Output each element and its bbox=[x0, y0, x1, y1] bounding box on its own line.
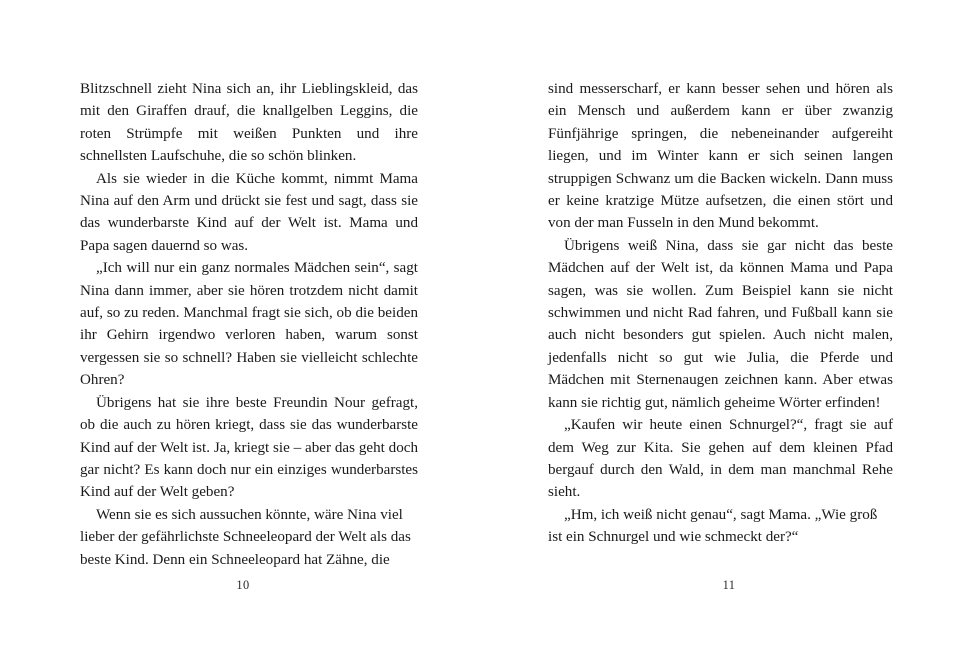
paragraph: Wenn sie es sich aussuchen könnte, wäre Nina viel lieber der gefährlichste Schneeleopard der Welt als das beste Kind. Denn ein Schneeleopard hat Zähne, die bbox=[80, 506, 411, 568]
paragraph: „Ich will nur ein ganz normales Mädchen sein“, sagt Nina dann immer, aber sie hören trotzdem nicht damit auf, so zu reden. Manchmal fragt sie sich, ob die beiden ihr Gehirn irgendwo verloren haben, warum sonst vergessen sie so schnell? Haben sie vielleicht schlechte Ohren? bbox=[80, 260, 418, 389]
page-right bbox=[486, 0, 972, 648]
page-number-left: 10 bbox=[236, 578, 250, 592]
paragraph: Übrigens weiß Nina, dass sie gar nicht das beste Mädchen auf der Welt ist, da können Mama und Papa sagen, was sie wollen. Zum Beispiel kann sie nicht schwimmen und nicht Rad fahren, und Fußball kann sie auch nicht besonders gut spielen. Auch nicht malen, jedenfalls nicht so gut wie Julia, die Pferde und Mädchen mit Sternenaugen zeichnen kann. Aber etwas kann sie richtig gut, nämlich geheime Wörter erfinden! bbox=[548, 237, 893, 411]
paragraph: Als sie wieder in die Küche kommt, nimmt Mama Nina auf den Arm und drückt sie fest und sagt, dass sie das wunderbarste Kind auf der Welt ist. Mama und Papa sagen dauernd so was. bbox=[80, 170, 418, 254]
body-text-right bbox=[548, 78, 893, 549]
body-text-left bbox=[80, 78, 418, 571]
page-number-right: 11 bbox=[722, 578, 736, 592]
paragraph: „Hm, ich weiß nicht genau“, sagt Mama. „Wie groß ist ein Schnurgel und wie schmeckt der?“ bbox=[548, 506, 878, 546]
paragraph: Übrigens hat sie ihre beste Freundin Nour gefragt, ob die auch zu hören kriegt, dass sie das wunderbarste Kind auf der Welt ist. Ja, kriegt sie – aber das geht doch gar nicht? Es kann doch nur ein einziges wunderbarstes Kind auf der Welt geben? bbox=[80, 394, 418, 501]
paragraph: „Kaufen wir heute einen Schnurgel?“, fragt sie auf dem Weg zur Kita. Sie gehen auf dem kleinen Pfad bergauf durch den Wald, in dem man manchmal Rehe sieht. bbox=[548, 417, 893, 501]
paragraph: Blitzschnell zieht Nina sich an, ihr Lieblingskleid, das mit den Giraffen drauf, die knallgelben Leggins, die roten Strümpfe mit weißen Punkten und ihre schnellsten Laufschuhe, die so schön blinken. bbox=[80, 81, 418, 165]
paragraph: sind messerscharf, er kann besser sehen und hören als ein Mensch und außerdem kann er über zwanzig Fünfjährige springen, die nebeneinander aufgereiht liegen, und im Winter kann er sich seinen langen struppigen Schwanz um die Backen wickeln. Dann muss er keine kratzige Mütze aufsetzen, die einen stört und von der man Fusseln in den Mund bekommt. bbox=[548, 81, 893, 232]
